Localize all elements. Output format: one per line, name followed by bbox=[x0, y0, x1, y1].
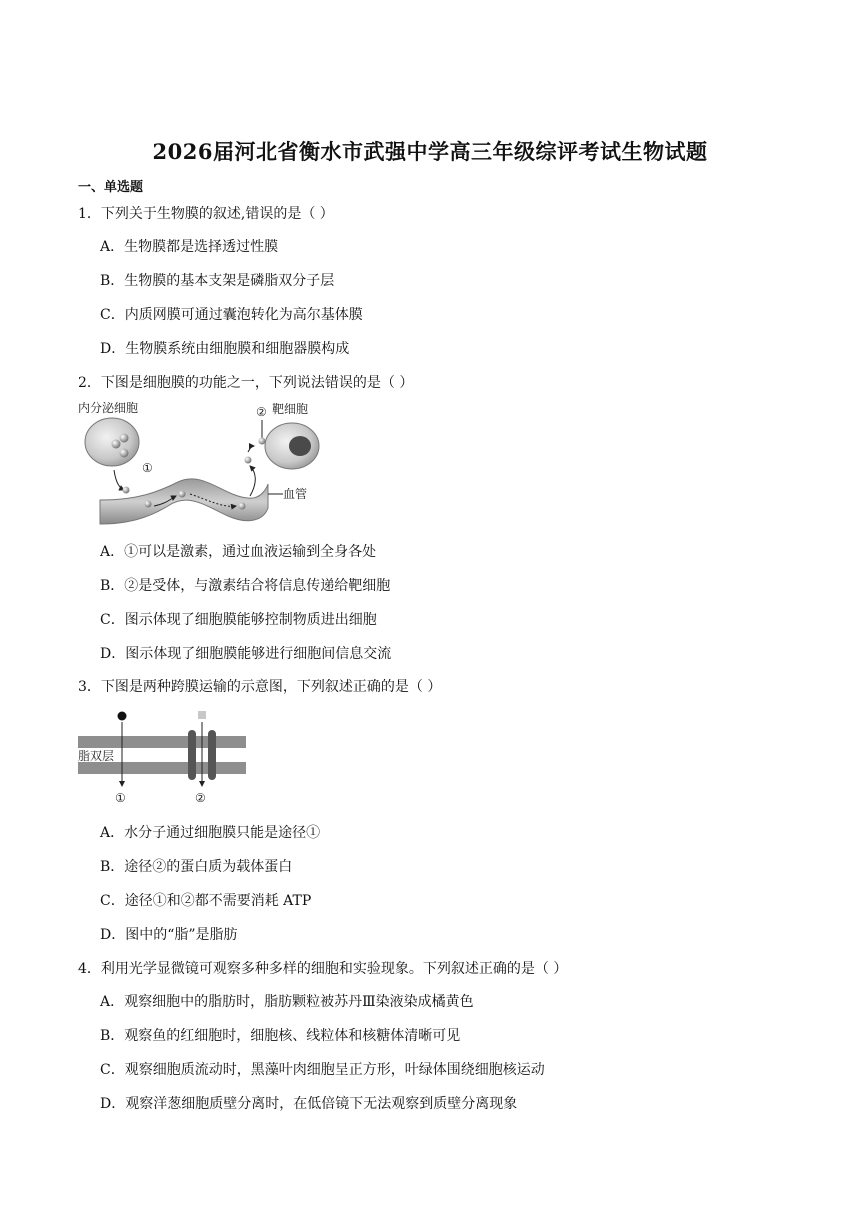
exam-title: 2026届河北省衡水市武强中学高三年级综评考试生物试题 bbox=[152, 139, 708, 164]
label-mark-2: ② bbox=[256, 405, 267, 419]
question-1-option-c: C．内质网膜可通过囊泡转化为高尔基体膜 bbox=[100, 307, 363, 323]
question-1-option-b: B．生物膜的基本支架是磷脂双分子层 bbox=[100, 273, 335, 289]
question-4-stem: 4．利用光学显微镜可观察多种多样的细胞和实验现象。下列叙述正确的是（ ） bbox=[78, 961, 568, 977]
question-2-stem: 2．下图是细胞膜的功能之一，下列说法错误的是（ ） bbox=[78, 375, 414, 391]
question-3-option-c: C．途径①和②都不需要消耗 ATP bbox=[100, 893, 312, 909]
question-1-option-a: A．生物膜都是选择透过性膜 bbox=[100, 239, 279, 255]
hormone-molecule bbox=[179, 491, 186, 498]
question-1-option-d: D．生物膜系统由细胞膜和细胞器膜构成 bbox=[100, 341, 350, 357]
label-target-cell: 靶细胞 bbox=[272, 402, 309, 416]
target-cell-nucleus bbox=[289, 436, 311, 456]
question-3-stem: 3．下图是两种跨膜运输的示意图，下列叙述正确的是（ ） bbox=[78, 679, 442, 695]
label-endocrine-cell: 内分泌细胞 bbox=[78, 401, 139, 415]
question-4-option-a: A．观察细胞中的脂肪时，脂肪颗粒被苏丹Ⅲ染液染成橘黄色 bbox=[100, 994, 474, 1010]
hormone-molecule bbox=[239, 503, 246, 510]
question-3-option-b: B．途径②的蛋白质为载体蛋白 bbox=[100, 859, 293, 875]
membrane-transport-figure bbox=[78, 706, 250, 808]
hormone-molecule bbox=[245, 457, 252, 464]
receptor-bound-hormone bbox=[259, 438, 266, 445]
hormone-molecule bbox=[123, 487, 130, 494]
label-blood-vessel: 血管 bbox=[283, 487, 308, 501]
question-4-option-c: C．观察细胞质流动时，黑藻叶肉细胞呈正方形，叶绿体围绕细胞核运动 bbox=[100, 1062, 545, 1078]
question-1-stem: 1．下列关于生物膜的叙述,错误的是（ ） bbox=[78, 206, 334, 222]
label-mark-1: ① bbox=[142, 461, 153, 475]
question-3-option-a: A．水分子通过细胞膜只能是途径① bbox=[100, 825, 321, 841]
hormone-molecule bbox=[145, 501, 152, 508]
exit-arrow bbox=[250, 466, 255, 496]
binding-arrow bbox=[248, 446, 254, 452]
bilayer-outer-layer bbox=[78, 736, 246, 748]
secretion-arrow bbox=[114, 470, 124, 490]
hormone-granule bbox=[112, 440, 121, 449]
section-heading: 一、单选题 bbox=[78, 180, 144, 195]
label-pathway-1: ① bbox=[115, 791, 126, 805]
question-2-option-a: A．①可以是激素，通过血液运输到全身各处 bbox=[100, 544, 377, 560]
solute-molecule-2 bbox=[198, 711, 206, 719]
blood-vessel bbox=[100, 479, 268, 524]
question-2-option-d: D．图示体现了细胞膜能够进行细胞间信息交流 bbox=[100, 646, 392, 662]
bilayer-inner-layer bbox=[78, 762, 246, 774]
solute-molecule-1 bbox=[118, 712, 127, 721]
question-2-option-b: B．②是受体，与激素结合将信息传递给靶细胞 bbox=[100, 578, 391, 594]
question-2-option-c: C．图示体现了细胞膜能够控制物质进出细胞 bbox=[100, 612, 377, 628]
label-pathway-2: ② bbox=[195, 791, 206, 805]
question-4-option-d: D．观察洋葱细胞质壁分离时，在低倍镜下无法观察到质壁分离现象 bbox=[100, 1096, 518, 1112]
label-lipid-bilayer: 脂双层 bbox=[78, 749, 115, 763]
hormone-granule bbox=[120, 434, 129, 443]
hormone-granule bbox=[120, 449, 129, 458]
question-4-option-b: B．观察鱼的红细胞时，细胞核、线粒体和核糖体清晰可见 bbox=[100, 1028, 461, 1044]
hormone-signaling-figure bbox=[78, 396, 338, 532]
channel-protein-right bbox=[208, 730, 216, 780]
question-3-option-d: D．图中的“脂”是脂肪 bbox=[100, 927, 238, 943]
channel-protein-left bbox=[188, 730, 196, 780]
